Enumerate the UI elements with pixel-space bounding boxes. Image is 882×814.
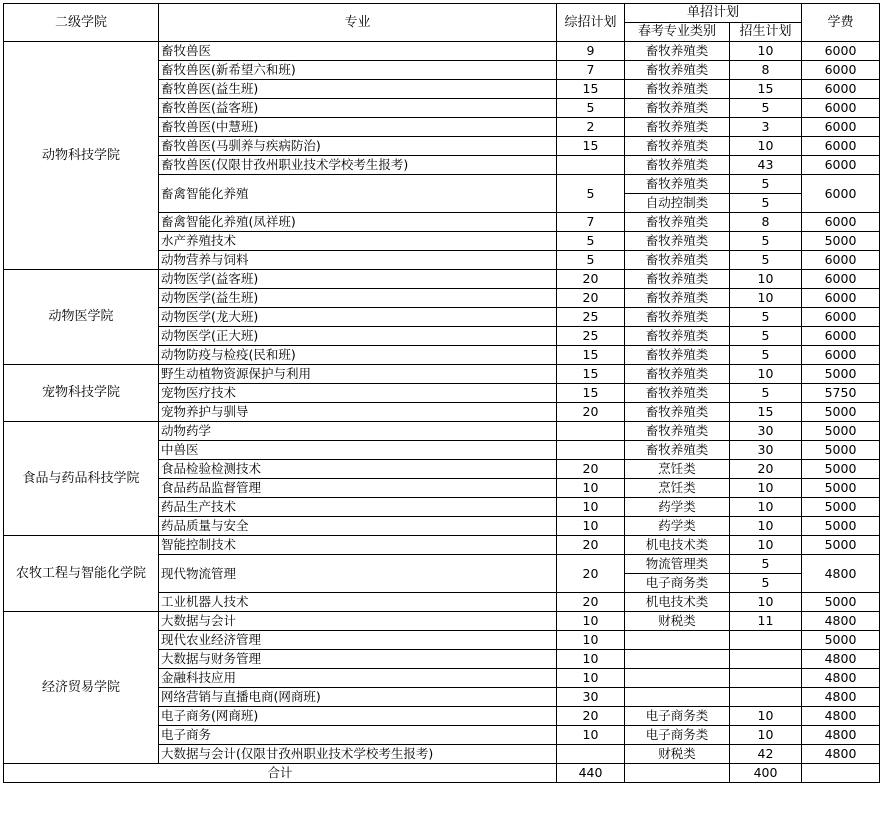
plan-cell: 10 [730, 365, 802, 384]
major-cell: 金融科技应用 [159, 669, 557, 688]
header-college: 二级学院 [4, 4, 159, 42]
zonghe-cell [557, 441, 625, 460]
plan-cell: 5 [730, 175, 802, 194]
major-cell: 宠物医疗技术 [159, 384, 557, 403]
plan-cell: 8 [730, 61, 802, 80]
total-zonghe: 440 [557, 764, 625, 783]
plan-cell: 5 [730, 232, 802, 251]
college-cell: 宠物科技学院 [4, 365, 159, 422]
major-cell: 大数据与会计 [159, 612, 557, 631]
zonghe-cell: 10 [557, 726, 625, 745]
zonghe-cell: 10 [557, 517, 625, 536]
fee-cell: 5000 [802, 631, 880, 650]
plan-cell: 20 [730, 460, 802, 479]
zonghe-cell: 15 [557, 346, 625, 365]
fee-cell: 4800 [802, 688, 880, 707]
zonghe-cell [557, 745, 625, 764]
college-cell: 食品与药品科技学院 [4, 422, 159, 536]
fee-cell: 5000 [802, 479, 880, 498]
zonghe-cell: 30 [557, 688, 625, 707]
plan-cell: 15 [730, 80, 802, 99]
major-cell: 宠物养护与驯导 [159, 403, 557, 422]
plan-cell [730, 688, 802, 707]
category-cell [625, 631, 730, 650]
zonghe-cell: 10 [557, 612, 625, 631]
table-body [4, 42, 880, 764]
plan-cell: 5 [730, 251, 802, 270]
zonghe-cell: 5 [557, 232, 625, 251]
fee-cell: 6000 [802, 308, 880, 327]
zonghe-cell: 15 [557, 137, 625, 156]
fee-cell: 6000 [802, 270, 880, 289]
category-cell: 自动控制类 [625, 194, 730, 213]
major-cell: 智能控制技术 [159, 536, 557, 555]
total-category [625, 764, 730, 783]
zonghe-cell: 15 [557, 384, 625, 403]
category-cell: 畜牧养殖类 [625, 365, 730, 384]
zonghe-cell [557, 422, 625, 441]
plan-cell: 5 [730, 99, 802, 118]
fee-cell: 6000 [802, 175, 880, 213]
category-cell: 畜牧养殖类 [625, 118, 730, 137]
fee-cell: 6000 [802, 80, 880, 99]
plan-cell: 11 [730, 612, 802, 631]
fee-cell: 4800 [802, 650, 880, 669]
fee-cell: 5000 [802, 536, 880, 555]
plan-cell: 10 [730, 270, 802, 289]
major-cell: 药品质量与安全 [159, 517, 557, 536]
plan-cell: 5 [730, 327, 802, 346]
major-cell: 畜牧兽医(仅限甘孜州职业技术学校考生报考) [159, 156, 557, 175]
major-cell: 动物药学 [159, 422, 557, 441]
fee-cell: 5000 [802, 403, 880, 422]
category-cell: 畜牧养殖类 [625, 137, 730, 156]
major-cell: 大数据与会计(仅限甘孜州职业技术学校考生报考) [159, 745, 557, 764]
plan-cell: 5 [730, 308, 802, 327]
major-cell: 大数据与财务管理 [159, 650, 557, 669]
category-cell: 机电技术类 [625, 536, 730, 555]
fee-cell: 6000 [802, 42, 880, 61]
table-row [4, 612, 880, 631]
major-cell: 动物营养与饲料 [159, 251, 557, 270]
category-cell [625, 650, 730, 669]
college-cell: 农牧工程与智能化学院 [4, 536, 159, 612]
plan-cell: 10 [730, 498, 802, 517]
plan-cell [730, 669, 802, 688]
plan-cell: 8 [730, 213, 802, 232]
category-cell: 电子商务类 [625, 726, 730, 745]
major-cell: 野生动植物资源保护与利用 [159, 365, 557, 384]
table-row [4, 422, 880, 441]
category-cell: 电子商务类 [625, 574, 730, 593]
major-cell: 畜禽智能化养殖(凤祥班) [159, 213, 557, 232]
zonghe-cell: 5 [557, 99, 625, 118]
zonghe-cell [557, 156, 625, 175]
zonghe-cell: 7 [557, 213, 625, 232]
plan-cell: 10 [730, 707, 802, 726]
college-cell: 动物科技学院 [4, 42, 159, 270]
category-cell: 畜牧养殖类 [625, 99, 730, 118]
header-major: 专业 [159, 4, 557, 42]
fee-cell: 6000 [802, 251, 880, 270]
category-cell: 机电技术类 [625, 593, 730, 612]
header-danzhao-plan: 单招计划 [625, 4, 802, 23]
category-cell: 畜牧养殖类 [625, 42, 730, 61]
major-cell: 动物医学(益生班) [159, 289, 557, 308]
category-cell: 畜牧养殖类 [625, 156, 730, 175]
fee-cell: 5000 [802, 498, 880, 517]
category-cell: 畜牧养殖类 [625, 327, 730, 346]
major-cell: 动物医学(龙大班) [159, 308, 557, 327]
major-cell: 食品药品监督管理 [159, 479, 557, 498]
category-cell: 畜牧养殖类 [625, 270, 730, 289]
plan-cell: 10 [730, 536, 802, 555]
major-cell: 动物医学(益客班) [159, 270, 557, 289]
fee-cell: 6000 [802, 327, 880, 346]
fee-cell: 5000 [802, 232, 880, 251]
major-cell: 畜牧兽医(新希望六和班) [159, 61, 557, 80]
category-cell: 烹饪类 [625, 460, 730, 479]
plan-cell [730, 631, 802, 650]
major-cell: 动物防疫与检疫(民和班) [159, 346, 557, 365]
fee-cell: 6000 [802, 61, 880, 80]
zonghe-cell: 20 [557, 593, 625, 612]
plan-cell: 10 [730, 517, 802, 536]
zonghe-cell: 20 [557, 289, 625, 308]
zonghe-cell: 15 [557, 365, 625, 384]
major-cell: 畜牧兽医(益客班) [159, 99, 557, 118]
plan-cell: 10 [730, 137, 802, 156]
plan-cell: 10 [730, 42, 802, 61]
header-zonghe-plan: 综招计划 [557, 4, 625, 42]
admission-plan-table [3, 3, 880, 783]
zonghe-cell: 10 [557, 479, 625, 498]
category-cell: 财税类 [625, 612, 730, 631]
fee-cell: 6000 [802, 99, 880, 118]
zonghe-cell: 20 [557, 270, 625, 289]
category-cell: 烹饪类 [625, 479, 730, 498]
major-cell: 电子商务 [159, 726, 557, 745]
fee-cell: 4800 [802, 669, 880, 688]
major-cell: 现代物流管理 [159, 555, 557, 593]
plan-cell: 5 [730, 346, 802, 365]
zonghe-cell: 25 [557, 327, 625, 346]
plan-cell: 5 [730, 384, 802, 403]
category-cell: 畜牧养殖类 [625, 384, 730, 403]
zonghe-cell: 10 [557, 631, 625, 650]
major-cell: 畜牧兽医(益生班) [159, 80, 557, 99]
plan-cell: 15 [730, 403, 802, 422]
plan-cell: 5 [730, 194, 802, 213]
zonghe-cell: 20 [557, 536, 625, 555]
total-fee [802, 764, 880, 783]
fee-cell: 4800 [802, 745, 880, 764]
fee-cell: 4800 [802, 612, 880, 631]
fee-cell: 6000 [802, 213, 880, 232]
plan-cell: 10 [730, 726, 802, 745]
plan-cell: 10 [730, 479, 802, 498]
fee-cell: 5000 [802, 460, 880, 479]
zonghe-cell: 7 [557, 61, 625, 80]
total-label: 合计 [4, 764, 557, 783]
zonghe-cell: 9 [557, 42, 625, 61]
college-cell: 经济贸易学院 [4, 612, 159, 764]
major-cell: 畜禽智能化养殖 [159, 175, 557, 213]
fee-cell: 6000 [802, 137, 880, 156]
fee-cell: 6000 [802, 156, 880, 175]
header-plan: 招生计划 [730, 23, 802, 42]
fee-cell: 4800 [802, 707, 880, 726]
fee-cell: 5000 [802, 422, 880, 441]
zonghe-cell: 20 [557, 403, 625, 422]
plan-cell: 30 [730, 441, 802, 460]
category-cell: 物流管理类 [625, 555, 730, 574]
plan-cell: 43 [730, 156, 802, 175]
category-cell: 畜牧养殖类 [625, 232, 730, 251]
fee-cell: 4800 [802, 555, 880, 593]
plan-cell [730, 650, 802, 669]
category-cell: 畜牧养殖类 [625, 308, 730, 327]
major-cell: 水产养殖技术 [159, 232, 557, 251]
plan-cell: 10 [730, 593, 802, 612]
category-cell: 畜牧养殖类 [625, 403, 730, 422]
fee-cell: 4800 [802, 726, 880, 745]
major-cell: 电子商务(网商班) [159, 707, 557, 726]
plan-cell: 30 [730, 422, 802, 441]
category-cell: 财税类 [625, 745, 730, 764]
header-category: 春考专业类别 [625, 23, 730, 42]
category-cell [625, 688, 730, 707]
category-cell: 药学类 [625, 517, 730, 536]
fee-cell: 5000 [802, 441, 880, 460]
category-cell: 电子商务类 [625, 707, 730, 726]
zonghe-cell: 25 [557, 308, 625, 327]
table-row [4, 536, 880, 555]
fee-cell: 6000 [802, 289, 880, 308]
major-cell: 动物医学(正大班) [159, 327, 557, 346]
category-cell [625, 669, 730, 688]
table-row [4, 365, 880, 384]
major-cell: 畜牧兽医 [159, 42, 557, 61]
major-cell: 网络营销与直播电商(网商班) [159, 688, 557, 707]
zonghe-cell: 10 [557, 498, 625, 517]
category-cell: 畜牧养殖类 [625, 213, 730, 232]
zonghe-cell: 5 [557, 175, 625, 213]
table-row [4, 270, 880, 289]
category-cell: 畜牧养殖类 [625, 61, 730, 80]
major-cell: 食品检验检测技术 [159, 460, 557, 479]
zonghe-cell: 15 [557, 80, 625, 99]
zonghe-cell: 20 [557, 555, 625, 593]
category-cell: 畜牧养殖类 [625, 80, 730, 99]
zonghe-cell: 10 [557, 650, 625, 669]
category-cell: 畜牧养殖类 [625, 251, 730, 270]
category-cell: 药学类 [625, 498, 730, 517]
zonghe-cell: 2 [557, 118, 625, 137]
category-cell: 畜牧养殖类 [625, 422, 730, 441]
fee-cell: 5000 [802, 365, 880, 384]
major-cell: 药品生产技术 [159, 498, 557, 517]
zonghe-cell: 10 [557, 669, 625, 688]
fee-cell: 5750 [802, 384, 880, 403]
zonghe-cell: 5 [557, 251, 625, 270]
plan-cell: 5 [730, 555, 802, 574]
category-cell: 畜牧养殖类 [625, 346, 730, 365]
fee-cell: 6000 [802, 118, 880, 137]
plan-cell: 5 [730, 574, 802, 593]
major-cell: 畜牧兽医(马驯养与疾病防治) [159, 137, 557, 156]
plan-cell: 3 [730, 118, 802, 137]
plan-cell: 10 [730, 289, 802, 308]
category-cell: 畜牧养殖类 [625, 441, 730, 460]
major-cell: 现代农业经济管理 [159, 631, 557, 650]
table-row [4, 42, 880, 61]
header-fee: 学费 [802, 4, 880, 42]
fee-cell: 6000 [802, 346, 880, 365]
total-plan: 400 [730, 764, 802, 783]
category-cell: 畜牧养殖类 [625, 289, 730, 308]
category-cell: 畜牧养殖类 [625, 175, 730, 194]
plan-cell: 42 [730, 745, 802, 764]
major-cell: 工业机器人技术 [159, 593, 557, 612]
fee-cell: 5000 [802, 593, 880, 612]
fee-cell: 5000 [802, 517, 880, 536]
major-cell: 中兽医 [159, 441, 557, 460]
zonghe-cell: 20 [557, 460, 625, 479]
college-cell: 动物医学院 [4, 270, 159, 365]
zonghe-cell: 20 [557, 707, 625, 726]
major-cell: 畜牧兽医(中慧班) [159, 118, 557, 137]
